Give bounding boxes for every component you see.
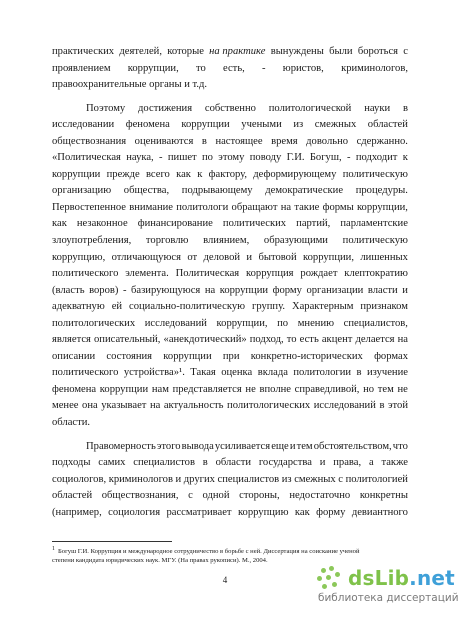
text-line: Правомерность этого вывода усиливается еще и тем обстоятельством, что — [86, 440, 408, 452]
watermark-logo-main: dsLib — [348, 566, 410, 590]
footnote — [52, 547, 408, 565]
text-line: описании состояния коррупции при конкретно-исторических формах — [52, 350, 408, 362]
paragraph-gap — [52, 94, 408, 101]
text-line: менее она указывает на актуальность политологических исследований в этой — [52, 400, 408, 412]
text-line: проявлением коррупции, то есть, - юристов, криминологов, — [52, 62, 408, 74]
text-line: как незаконное финансирование политических партий, парламентские — [52, 218, 408, 230]
text-line: адекватную ей социально-политическую группу. Характерным признаком — [52, 301, 408, 313]
text-line: коррупции прежде всего как к фактору, деформирующему политическую — [52, 168, 408, 180]
text-line: политологических исследований коррупции, по мнению специалистов, — [52, 317, 408, 329]
text-line: Поэтому достижения собственно политологической науки в — [86, 102, 408, 114]
text-line: злоупотребления, торговлю влиянием, образующими политическую — [52, 235, 408, 247]
text-line: (например, социология рассматривает коррупцию как форму девиантного — [52, 506, 408, 518]
text-line: областей обществознания, с одной стороны, недостаточно конкретны — [52, 490, 408, 502]
watermark-logo[interactable] — [348, 566, 455, 590]
text-line: феномена коррупции нам представляется не вполне справедливой, но тем не — [52, 383, 408, 395]
text-line: подходы самих специалистов в области государства и права, а также — [52, 457, 408, 469]
body-text — [52, 44, 408, 521]
watermark-logo-tld: .net — [409, 566, 455, 590]
text-line: Первостепенное внимание политологи обращают на такие формы коррупции, — [52, 201, 408, 213]
footnote-marker: 1 — [52, 545, 55, 552]
text-line: области. — [52, 417, 91, 429]
text-line: политического устройства»¹. Такая оценка вклада политологии в изучение — [52, 367, 408, 379]
text-line: (власть воров) - базирующуюся на коррупции форму организации власти и — [52, 284, 408, 296]
footnote-line-2: степени кандидата юридических наук. МГУ. (На правах рукописи). М., 2004. — [52, 557, 268, 565]
text-line: является описательный, «анекдотический» подход, то есть акцент делается на — [52, 334, 408, 346]
text-line: социологов, криминологов и других специалистов из смежных с политологией — [52, 473, 408, 485]
footnote-separator — [52, 541, 172, 542]
text-line: правоохранительные органы и т.д. — [52, 79, 208, 91]
paragraph-gap — [52, 432, 408, 439]
text-line: «Политическая наука, - пишет по этому поводу Г.И. Богуш, - подходит к — [52, 152, 408, 164]
text-line: коррупцию, отличающуюся от деловой и бытовой коррупции, лишенных — [52, 251, 408, 263]
text-line: практических деятелей, которые на практике вынуждены были бороться с — [52, 46, 408, 57]
watermark-caption: библиотека диссертаций — [318, 592, 459, 604]
footnote-line-1: Богуш Г.И. Коррупция и международное сотрудничество в борьбе с ней. Диссертация на соискание ученой — [58, 548, 360, 555]
text-line: обществознания оцениваются в настоящее время довольно сдержанно. — [52, 135, 408, 147]
watermark-dots-icon — [317, 566, 347, 590]
text-line: исследовании феномена коррупции учеными из смежных областей — [52, 119, 408, 131]
page-number: 4 — [222, 575, 228, 585]
text-line: политического элемента. Политическая коррупция рождает клептократию — [52, 268, 408, 280]
text-line: организацию общества, подрывающему демократические процедуры. — [52, 185, 408, 197]
